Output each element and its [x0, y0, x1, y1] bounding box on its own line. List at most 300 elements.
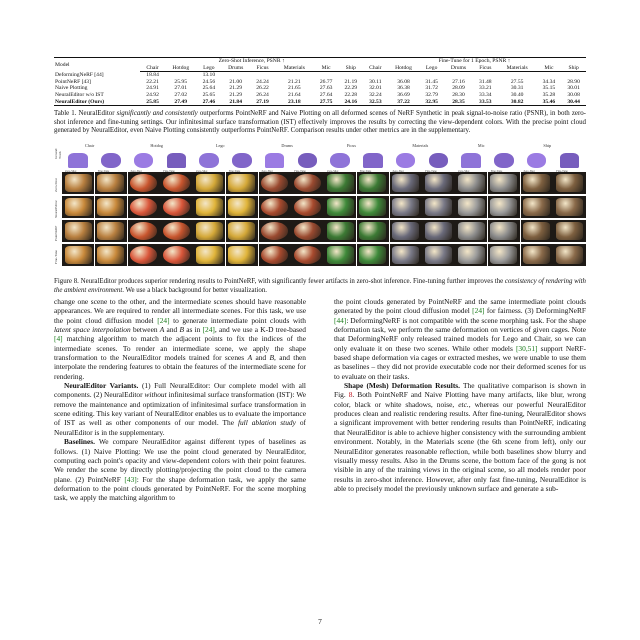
table-cell: 22.29	[344, 85, 358, 92]
figure-render-cell	[324, 172, 356, 194]
figure-render-cell	[291, 244, 323, 266]
figure-render-cell	[128, 244, 160, 266]
table-cell: 35.46	[537, 99, 562, 106]
table-cell: 21.84	[221, 99, 250, 106]
table-cell: 36.38	[397, 85, 410, 92]
left-paragraph-variants: NeuralEditor Variants. (1) Full NeuralEditor: Our complete model with all components. (2) NeuralEditor without infinitesimal surface transformation (IST): We remove the maintenance and optimization of infinitesimal surface transformation in scene editing. This key variant of NeuralEditor enables us to evaluate the importance of IST as well as other components of our model. The full ablation study of NeuralEditor is in the supplementary.	[54, 381, 306, 437]
figure-render-cell	[521, 172, 553, 194]
figure-render-cell	[488, 220, 520, 242]
rendered-object	[458, 222, 485, 240]
figure-render-cell	[291, 196, 323, 218]
figure-render-cell	[160, 196, 192, 218]
figure-caption-em: consistency of rendering with the ambient environment	[54, 278, 586, 294]
rendered-object	[392, 246, 419, 264]
left-paragraph-1: change one scene to the other, and the intermediate scenes should have reasonable appearances. We are required to render all intermediate scenes. For this task, we use the point cloud diffusion model [24] to generate intermediate point clouds with latent space interpolation between A and B as in [24], and we use a K-D tree-based [4] matching algorithm to match the adjacent points to fix the indices of the intermediate scenes. To render an intermediate scene, we apply the shape transformation to the NeuralEditor models trained for scenes A and B, and then interpolate the rendering features to obtain the features of the intermediate scene for rendering.	[54, 297, 307, 381]
table-cell: 25.85	[140, 99, 165, 106]
figure-render-cell	[390, 220, 422, 242]
source-shape	[265, 153, 284, 168]
figure-method-label: Fine-Tune	[490, 170, 503, 173]
table-cell: 24.24	[256, 78, 269, 85]
table-cell	[537, 72, 562, 79]
rendered-object	[556, 246, 583, 264]
figure-render-cell	[62, 172, 94, 194]
rendered-object	[425, 198, 452, 216]
rendered-object	[490, 222, 517, 240]
table-cell: 30.31	[510, 85, 524, 92]
table-col-header: Chair	[363, 65, 388, 72]
table-col-header: Drums	[221, 65, 250, 72]
figure-render-cell	[226, 150, 258, 172]
table-cell	[221, 72, 250, 79]
table-col-header: Mic	[314, 65, 339, 72]
figure-row-label: NeuralEditor	[54, 200, 58, 218]
table-finetune-header: Fine-Tune for 1 Epoch, PSNR ↑	[363, 58, 586, 65]
table-cell: 27.63	[319, 85, 333, 92]
table-cell: 23.18	[275, 99, 314, 106]
source-shape	[560, 153, 579, 168]
figure-render-cell	[160, 220, 192, 242]
table-cell: 13.10	[202, 72, 216, 79]
figure-render-cell	[259, 244, 291, 266]
table-cell: 36.08	[397, 78, 410, 85]
table-cell	[338, 72, 363, 79]
figure-render-cell	[95, 196, 127, 218]
figure-render-cell	[390, 196, 422, 218]
rendered-object	[458, 174, 485, 192]
scene-label: Drums	[281, 143, 293, 148]
table-cell: 31.72	[425, 85, 438, 92]
table-cell: 21.29	[229, 91, 242, 98]
table-body	[54, 72, 586, 106]
rendered-object	[130, 246, 157, 264]
table-cell: 24.91	[146, 85, 159, 92]
table-cell	[314, 72, 339, 79]
figure-method-label: Zero-Shot	[196, 170, 208, 173]
figure-render-cell	[193, 150, 225, 172]
rendered-object	[196, 174, 223, 192]
table-cell	[250, 72, 275, 79]
table-cell: 32.95	[419, 99, 444, 106]
figure-render-cell	[390, 172, 422, 194]
source-shape	[494, 153, 513, 168]
figure-caption-lead: Figure 8. NeuralEditor produces superior rendering results to PointNeRF, with significantly fewer artifacts in zero-shot inference. Fine-tuning further improves the	[54, 278, 504, 285]
figure-row-label: Ground Truth	[54, 148, 62, 159]
table-zero-shot-header: Zero-Shot Inference, PSNR ↑	[140, 58, 363, 65]
figure-render-cell	[553, 172, 585, 194]
figure-render-cell	[390, 150, 422, 172]
table-col-header: Ficus	[250, 65, 275, 72]
figure-method-label: Zero-Shot	[458, 170, 470, 173]
rendered-object	[458, 198, 485, 216]
figure-render-cell	[95, 172, 127, 194]
figure-render-cell	[259, 220, 291, 242]
figure-render-cell	[160, 172, 192, 194]
figure-render-cell	[553, 196, 585, 218]
source-shape	[363, 153, 382, 168]
figure-render-cell	[521, 244, 553, 266]
scene-label: Lego	[215, 143, 225, 148]
table-cell: 32.79	[425, 91, 438, 98]
table-row-model: Naive Plotting	[55, 85, 88, 92]
figure-method-label: Zero-Shot	[523, 170, 535, 173]
table-col-header: Ficus	[473, 65, 498, 72]
table-cell: 27.64	[319, 91, 333, 98]
figure-render-cell	[95, 244, 127, 266]
figure-render-cell	[357, 172, 389, 194]
figure-render-cell	[324, 244, 356, 266]
table-cell: 28.35	[444, 99, 473, 106]
table-row-model: PointNeRF [43]	[55, 78, 91, 85]
figure-render-cell	[521, 196, 553, 218]
figure-render-cell	[455, 172, 487, 194]
rendered-object	[359, 174, 386, 192]
figure-render-cell	[95, 220, 127, 242]
table-col-header: Ship	[338, 65, 363, 72]
figure-row-label: Zero-Shot	[54, 178, 58, 192]
figure-render-cell	[422, 172, 454, 194]
table-cell: 24.56	[202, 78, 216, 85]
figure-render-cell	[357, 220, 389, 242]
figure-render-cell	[455, 196, 487, 218]
figure-caption	[54, 278, 586, 295]
source-shape	[167, 153, 186, 168]
table-row-model: NeuralEditor (Ours)	[54, 99, 140, 106]
figure-render-cell	[160, 150, 192, 172]
table-col-header: Hotdog	[165, 65, 197, 72]
table-cell: 28.09	[452, 85, 465, 92]
rendered-object	[97, 222, 124, 240]
table-cell: 36.69	[397, 91, 410, 98]
figure-render-cell	[521, 220, 553, 242]
rendered-object	[523, 198, 550, 216]
table-caption-rest: outperforms PointNeRF and Naive Plotting on all deformed scenes of NeRF Synthetic in peak signal-to-noise ratio (PSNR), in both zero-shot inference and fine-tuning settings. Our infinitesimal surface transformation (IST) effectively improves the results by correcting the view-dependent colors. With the precise point cloud generated by NeuralEditor, even Naive Plotting consistently outperforms PointNeRF. Comparison results under other metrics are in the supplementary.	[54, 110, 586, 135]
rendered-object	[490, 198, 517, 216]
rendered-object	[97, 198, 124, 216]
rendered-object	[163, 246, 190, 264]
table-cell: 24.92	[146, 91, 159, 98]
figure-render-cell	[193, 220, 225, 242]
figure-render-cell	[62, 220, 94, 242]
scene-label: Ficus	[346, 143, 356, 148]
figure-render-cell	[422, 220, 454, 242]
table-col-header: Ship	[561, 65, 586, 72]
rendered-object	[359, 222, 386, 240]
table-cell: 22.28	[344, 91, 358, 98]
rendered-object	[196, 222, 223, 240]
results-heading: Shape (Mesh) Deformation Results.	[344, 381, 461, 391]
right-paragraph-1: the point clouds generated by PointNeRF and the same intermediate point clouds generated by the point cloud diffusion model [24] for fairness. (3) DeformingNeRF [44]: DeformingNeRF is not compatible with the scene morphing task. For the shape deformation task, we perform the same deformation on vertices of given cages. Note that DeformingNeRF only released trained models for Lego and Chair, so we can only evaluate it on these two scenes. While other models [30,51] support NeRF-based shape deformation via cages or extracted meshes, we were unable to use them as baselines – they did not provide executable code nor their deformed scenes for us to evaluate on their tasks.	[334, 297, 586, 381]
source-shape	[330, 153, 349, 168]
source-shape	[527, 153, 546, 168]
table-cell: 27.55	[510, 78, 524, 85]
table-cell: 27.46	[197, 99, 222, 106]
figure-render-cell	[390, 244, 422, 266]
table-cell: 30.01	[567, 85, 580, 92]
table-cell: 26.77	[319, 78, 333, 85]
rendered-object	[163, 198, 190, 216]
source-shape	[396, 153, 415, 168]
figure-render-cell	[193, 172, 225, 194]
table-cell: 28.90	[567, 78, 580, 85]
table-cell: 37.22	[388, 99, 420, 106]
table-cell: 28.30	[452, 91, 465, 98]
table-row	[54, 99, 586, 106]
left-column	[54, 297, 306, 503]
figure-render-cell	[62, 150, 94, 172]
table-cell	[275, 72, 314, 79]
figure-render-cell	[128, 196, 160, 218]
rendered-object	[130, 198, 157, 216]
source-shape	[68, 153, 87, 168]
table-cell: 33.53	[473, 99, 498, 106]
figure-rendering-strip	[62, 196, 586, 218]
rendered-object	[490, 174, 517, 192]
figure-render-cell	[455, 220, 487, 242]
rendered-object	[228, 198, 255, 216]
rendered-object	[261, 222, 288, 240]
table-cell: 32.24	[369, 91, 382, 98]
figure-render-cell	[128, 172, 160, 194]
figure-render-cell	[553, 150, 585, 172]
table-row-model: DeformingNeRF [44]	[55, 71, 104, 78]
rendered-object	[425, 174, 452, 192]
figure-method-label: Fine-Tune	[359, 170, 372, 173]
table-cell: 27.02	[174, 91, 188, 98]
table-col-header: Materials	[275, 65, 314, 72]
source-shape	[134, 153, 153, 168]
figure-render-cell	[226, 196, 258, 218]
figure-scene-labels	[62, 143, 586, 150]
table-cell: 35.15	[542, 85, 556, 92]
rendered-object	[359, 246, 386, 264]
table-col-header: Lego	[419, 65, 444, 72]
rendered-object	[425, 246, 452, 264]
figure-method-label: Zero-Shot	[130, 170, 142, 173]
table-cell: 30.08	[567, 91, 580, 98]
figure-method-label: Fine-Tune	[163, 170, 175, 173]
rendered-object	[327, 174, 354, 192]
figure-method-label: Fine-Tune	[294, 170, 306, 173]
figure-render-cell	[324, 220, 356, 242]
table-cell: 27.01	[174, 85, 188, 92]
figure-render-cell	[553, 244, 585, 266]
table-cell: 21.19	[344, 78, 358, 85]
table-cell: 33.21	[479, 85, 492, 92]
table-cell: 27.19	[250, 99, 275, 106]
figure-row-label: PointNeRF	[54, 225, 58, 241]
left-paragraph-baselines: Baselines. We compare NeuralEditor against different types of baselines as follows. (1) Naive Plotting: We use the point cloud generated by NeuralEditor, computing each point's opacity and view-dependent colors with their point features. We render the scene by directly plotting/projecting the point cloud to the camera plane. (2) PointNeRF [43]: For the shape deformation task, we apply the same deformation to the point clouds generated by PointNeRF. For the scene morphing task, we apply the matching algorithm to	[54, 437, 306, 503]
rendered-object	[490, 246, 517, 264]
table-cell: 21.00	[229, 78, 242, 85]
table-cell: 33.34	[479, 91, 492, 98]
scene-label: Chair	[84, 143, 95, 148]
rendered-object	[294, 198, 321, 216]
table-cell	[444, 72, 473, 79]
source-shape	[101, 153, 120, 168]
table-cell	[419, 72, 444, 79]
figure-render-cell	[128, 220, 160, 242]
right-paragraph-results: Shape (Mesh) Deformation Results. The qualitative comparison is shown in Fig. 8. Both PointNeRF and Naive Plotting have many artifacts, like blur, wrong color, black or white shadows, noise, etc., whereas our powerful NeuralEditor produces clean and realistic rendering results. After fine-tuning, NeuralEditor shows a significant improvement with better rendering results than PointNeRF, indicating that NeuralEditor is able to achieve higher consistency with the surrounding ambient environment. Notably, in the Materials scene (the 6th scene from left), only our NeuralEditor generates reasonable reflection, while both baselines show blurry and visually messy results. Also in the Drums scene, the bottom face of the gong is not visible in any of the training views in the original scene, so all models render poor results in zero-shot inference. However, after only fast fine-tuning, NeuralEditor is able to precisely model the previously unknown surface and generate a sub-	[334, 381, 586, 493]
figure-caption-rest: . We use a black background for better visualization.	[122, 286, 267, 294]
table-row-model: NeuralEditor w/o IST	[55, 91, 104, 98]
figure-source-strip	[62, 150, 586, 172]
table-cell: 34.34	[542, 78, 556, 85]
table-cell: 32.53	[363, 99, 388, 106]
rendered-object	[458, 246, 485, 264]
figure-render-cell	[259, 196, 291, 218]
figure-render-cell	[226, 244, 258, 266]
rendered-object	[163, 222, 190, 240]
figure-render-cell	[357, 150, 389, 172]
table-cell: 30.44	[561, 99, 586, 106]
table-col-header: Hotdog	[388, 65, 420, 72]
rendered-object	[65, 222, 92, 240]
figure-render-cell	[259, 172, 291, 194]
rendered-object	[228, 174, 255, 192]
scene-label: Ship	[543, 143, 552, 148]
page-number: 7	[318, 617, 322, 626]
table-cell: 18.84	[146, 72, 159, 79]
table-cell: 32.01	[369, 85, 382, 92]
figure-render-cell	[455, 150, 487, 172]
table-cell: 25.65	[202, 91, 216, 98]
figure-render-cell	[488, 150, 520, 172]
table-row	[54, 79, 586, 86]
rendered-object	[261, 174, 288, 192]
rendered-object	[65, 198, 92, 216]
figure-render-cell	[62, 196, 94, 218]
rendered-object	[294, 222, 321, 240]
figure-method-label: Fine-Tune	[425, 170, 437, 173]
figure-8	[54, 143, 586, 274]
table-cell: 31.48	[479, 78, 492, 85]
table-row	[54, 85, 586, 92]
rendered-object	[130, 174, 157, 192]
table-cell: 26.22	[256, 85, 269, 92]
table-cell: 21.21	[288, 78, 301, 85]
figure-render-cell	[422, 150, 454, 172]
table-cell: 27.75	[314, 99, 339, 106]
table-caption-em: significantly and consistently	[116, 110, 198, 117]
figure-render-cell	[226, 220, 258, 242]
table-cell	[388, 72, 420, 79]
table-cell	[473, 72, 498, 79]
results-table	[54, 57, 586, 106]
source-shape	[461, 153, 480, 168]
rendered-object	[392, 222, 419, 240]
figure-render-cell	[324, 196, 356, 218]
figure-render-cell	[128, 150, 160, 172]
figure-row-label: Fine-Tune	[54, 250, 58, 265]
variants-heading: NeuralEditor Variants.	[64, 381, 139, 391]
figure-rendering-strip	[62, 172, 586, 194]
rendered-object	[523, 222, 550, 240]
table-col-header: Chair	[140, 65, 165, 72]
figure-rendering-strip	[62, 220, 586, 242]
table-cell: 22.21	[146, 78, 159, 85]
rendered-object	[392, 198, 419, 216]
table-cell: 30.11	[369, 78, 382, 85]
rendered-object	[261, 198, 288, 216]
table-cell: 27.49	[165, 99, 197, 106]
table-cell: 21.65	[288, 85, 301, 92]
rendered-object	[228, 246, 255, 264]
table-cell: 21.64	[288, 91, 301, 98]
figure-render-cell	[62, 244, 94, 266]
figure-render-cell	[488, 244, 520, 266]
table-cell: 25.95	[174, 78, 188, 85]
figure-render-cell	[291, 172, 323, 194]
rendered-object	[196, 246, 223, 264]
figure-rendering-strip	[62, 244, 586, 266]
figure-render-cell	[193, 196, 225, 218]
figure-render-cell	[357, 196, 389, 218]
table-cell: 27.16	[452, 78, 465, 85]
figure-render-cell	[553, 220, 585, 242]
figure-render-cell	[521, 150, 553, 172]
figure-render-cell	[357, 244, 389, 266]
table-cell	[363, 72, 388, 79]
table-row	[54, 72, 586, 79]
figure-method-label: Zero-Shot	[261, 170, 273, 173]
figure-render-cell	[488, 196, 520, 218]
rendered-object	[163, 174, 190, 192]
baselines-heading: Baselines.	[64, 437, 96, 447]
figure-render-cell	[226, 172, 258, 194]
rendered-object	[359, 198, 386, 216]
table-caption-lead: Table 1. NeuralEditor	[54, 110, 115, 117]
rendered-object	[196, 198, 223, 216]
rendered-object	[65, 246, 92, 264]
scene-label: Mic	[477, 143, 485, 148]
figure-render-cell	[95, 150, 127, 172]
table-cell: 31.45	[425, 78, 438, 85]
figure-render-cell	[259, 150, 291, 172]
figure-render-cell	[422, 196, 454, 218]
figure-method-label: Fine-Tune	[556, 170, 568, 173]
table-cell	[498, 72, 537, 79]
table-row	[54, 92, 586, 99]
rendered-object	[228, 222, 255, 240]
figure-method-label: Zero-Shot	[392, 170, 404, 173]
right-column	[334, 297, 586, 493]
table-cell: 25.64	[202, 85, 216, 92]
scene-label: Materials	[412, 143, 429, 148]
rendered-object	[556, 174, 583, 192]
rendered-object	[523, 246, 550, 264]
figure-render-cell	[455, 244, 487, 266]
figure-render-cell	[324, 150, 356, 172]
table-cell	[561, 72, 586, 79]
rendered-object	[97, 246, 124, 264]
rendered-object	[327, 198, 354, 216]
table-col-header: Lego	[197, 65, 222, 72]
rendered-object	[327, 222, 354, 240]
figure-method-label: Fine-Tune	[97, 170, 110, 173]
source-shape	[429, 153, 448, 168]
table-cell: 30.40	[510, 91, 524, 98]
rendered-object	[425, 222, 452, 240]
rendered-object	[556, 198, 583, 216]
table-cell: 26.24	[256, 91, 269, 98]
table-group-header-row	[54, 58, 586, 65]
figure-method-label: Zero-Shot	[65, 170, 77, 173]
figure-method-label: Fine-Tune	[228, 170, 241, 173]
rendered-object	[130, 222, 157, 240]
table-col-header: Drums	[444, 65, 473, 72]
figure-render-cell	[488, 172, 520, 194]
figure-render-cell	[160, 244, 192, 266]
